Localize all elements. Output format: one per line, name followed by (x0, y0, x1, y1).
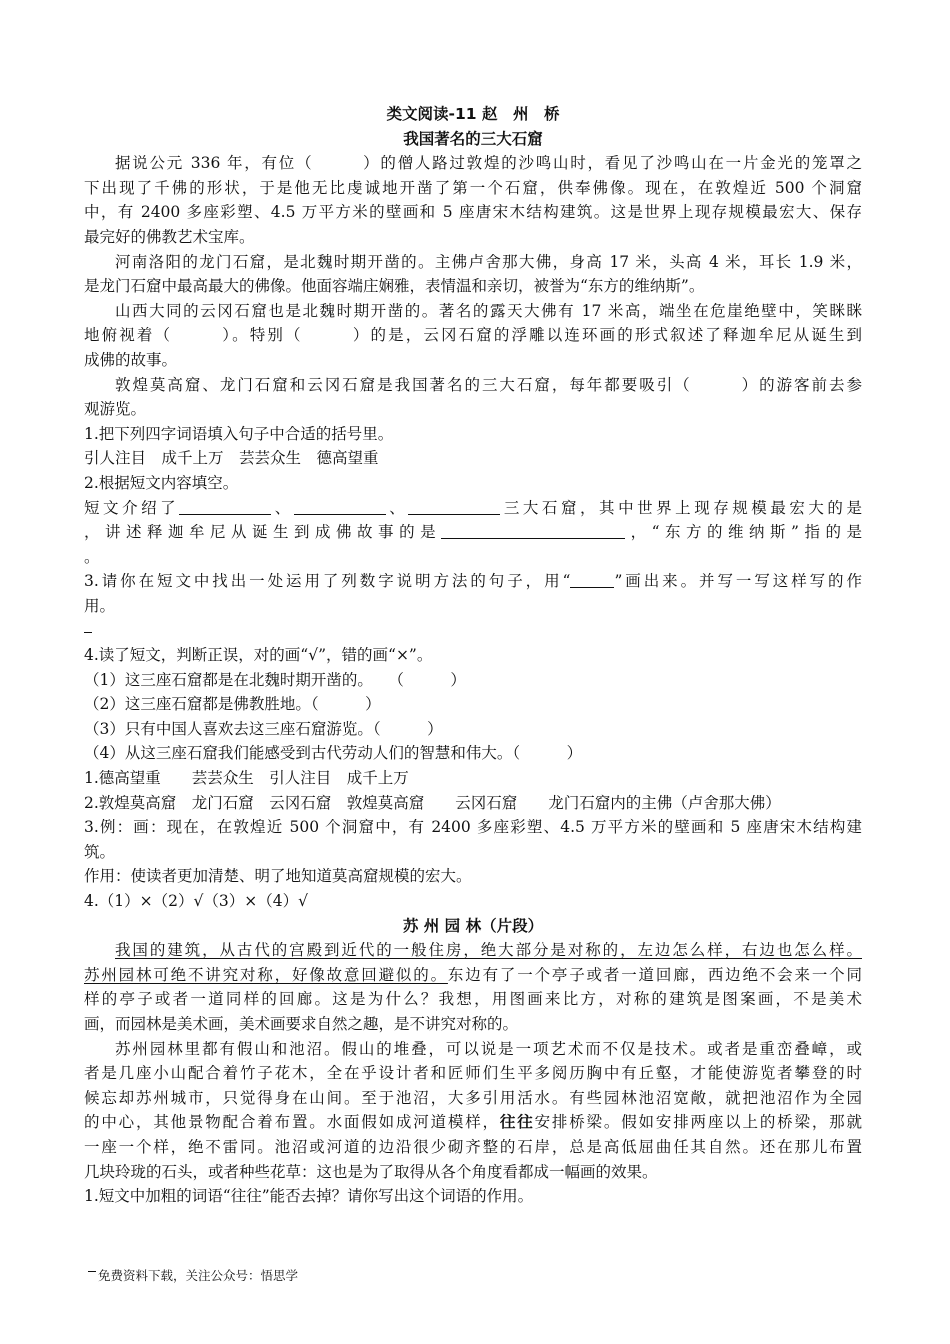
question-3: 3.请你在短文中找出一处运用了列数字说明方法的句子，用“ ”画出来。并写一写这样写的作 (84, 572, 862, 591)
question-4: 4.读了短文，判断正误，对的画“√”，错的画“×”。 (84, 646, 433, 665)
paragraph-line: 下出现了千佛的形状，于是他无比虔诚地开凿了第一个石窟，供奉佛像。现在，在敦煌近 500 个洞窟 (84, 178, 862, 197)
question-2-fill-line: 。 (84, 547, 100, 566)
answer-1: 1.德高望重 芸芸众生 引人注目 成千上万 (84, 769, 409, 788)
answer-blank[interactable] (294, 498, 386, 515)
passage-title-suzhou: 苏 州 园 林（片段） (402, 916, 544, 935)
question-3-line: 用。 (84, 596, 116, 615)
paragraph-line-underlined: 我国的建筑，从古代的宫殿到近代的一般住房，绝大部分是对称的，左边怎么样，右边也怎么样。 (115, 941, 862, 960)
paragraph-line: 候忘却苏州城市，只觉得身在山间。至于池沼，大多引用活水。有些园林池沼宽敞，就把池沼作为全园 (84, 1088, 862, 1107)
answer-3-line: 筑。 (84, 842, 116, 861)
paragraph-line: 者是几座小山配合着竹子花木，全在乎设计者和匠师们生平多阅历胸中有丘壑，才能使游览者攀登的时 (84, 1064, 862, 1083)
question-4-item: （1）这三座石窟都是在北魏时期开凿的。 （ ） (84, 670, 466, 689)
paragraph-line: 画，而园林是美术画，美术画要求自然之趣，是不讲究对称的。 (84, 1014, 519, 1033)
answer-3: 3.例：画：现在，在敦煌近 500 个洞窟中，有 2400 多座彩塑、4.5 万平方米的壁画和 5 座唐宋木结构建 (84, 818, 862, 837)
footer-text: 免费资料下载，关注公众号：悟思学 (98, 1268, 299, 1283)
answer-2: 2.敦煌莫高窟 龙门石窟 云冈石窟 敦煌莫高窟 云冈石窟 龙门石窟内的主佛（卢舍那大佛） (84, 793, 781, 812)
answer-4: 4.（1）×（2）√（3）×（4）√ (84, 892, 308, 910)
answer-blank[interactable] (408, 498, 500, 515)
answer-3-line: 作用：使读者更加清楚、明了地知道莫高窟规模的宏大。 (84, 867, 472, 886)
paragraph-line: 几块玲珑的石头，或者种些花草：这也是为了取得从各个角度看都成一幅画的效果。 (84, 1162, 658, 1181)
blank-dash (84, 632, 92, 633)
footer-dash (88, 1271, 96, 1272)
question-4-item: （2）这三座石窟都是佛教胜地。（ ） (84, 695, 381, 714)
answer-line-blank[interactable] (84, 618, 862, 643)
paragraph-line: 中，有 2400 多座彩塑、4.5 万平方米的壁画和 5 座唐宋木结构建筑。这是世界上现存规模最宏大、保存 (84, 203, 862, 222)
passage-title-grottoes: 我国著名的三大石窟 (403, 129, 543, 148)
paragraph-line: 苏州园林可绝不讲究对称，好像故意回避似的。东边有了一个亭子或者一道回廊，西边绝不会来一个同 (84, 965, 862, 984)
paragraph-line: 最完好的佛教艺术宝库。 (84, 227, 255, 246)
paragraph-line: 一座一个样，绝不雷同。池沼或河道的边沿很少砌齐整的石岸，总是高低屈曲任其自然。还在那儿布置 (84, 1137, 862, 1156)
footer-note (88, 1266, 298, 1284)
question-1-suzhou: 1.短文中加粗的词语“往往”能否去掉？请你写出这个词语的作用。 (84, 1187, 534, 1206)
paragraph-line: 是龙门石窟中最高最大的佛像。他面容端庄娴雅，表情温和亲切，被誉为“东方的维纳斯”。 (84, 277, 705, 296)
paragraph-line: 苏州园林里都有假山和池沼。假山的堆叠，可以说是一项艺术而不仅是技术。或者是重峦叠嶂，或 (115, 1039, 862, 1058)
answer-blank[interactable] (441, 522, 625, 539)
word-bank: 引人注目 成千上万 芸芸众生 德高望重 (84, 449, 379, 468)
underline-sample (570, 571, 614, 588)
paragraph-line: 观游览。 (84, 400, 147, 419)
document-page (84, 102, 862, 1209)
answer-blank[interactable] (179, 498, 271, 515)
paragraph-line: 据说公元 336 年，有位（ ）的僧人路过敦煌的沙鸣山时，看见了沙鸣山在一片金光的笼罩之 (115, 154, 862, 173)
paragraph-line: 成佛的故事。 (84, 350, 178, 369)
question-1: 1.把下列四字词语填入句子中合适的括号里。 (84, 424, 394, 443)
question-2-fill-line: 短文介绍了 、 、 三大石窟，其中世界上现存规模最宏大的是 (84, 498, 862, 517)
paragraph-line: 的中心，其他景物配合着布置。水面假如成河道模样，往往安排桥梁。假如安排两座以上的桥梁，那就 (84, 1112, 862, 1132)
bold-word: 往往 (499, 1112, 535, 1132)
question-2-fill-line: ，讲述释迦牟尼从诞生到成佛故事的是 ，“东方的维纳斯”指的是 (84, 523, 862, 542)
paragraph-line: 地俯视着（ ）。特别（ ）的是，云冈石窟的浮雕以连环画的形式叙述了释迦牟尼从诞生到 (84, 326, 862, 345)
paragraph-line: 敦煌莫高窟、龙门石窟和云冈石窟是我国著名的三大石窟，每年都要吸引（ ）的游客前去参 (115, 375, 862, 394)
question-4-item: （3）只有中国人喜欢去这三座石窟游览。（ ） (84, 719, 443, 738)
paragraph-line: 样的亭子或者一道同样的回廊。这是为什么？我想，用图画来比方，对称的建筑是图案画，不是美术 (84, 990, 862, 1009)
question-4-item: （4）从这三座石窟我们能感受到古代劳动人们的智慧和伟大。（ ） (84, 744, 583, 763)
paragraph-line: 河南洛阳的龙门石窟，是北魏时期开凿的。主佛卢舍那大佛，身高 17 米，头高 4 米，耳长 1.9 米， (115, 252, 862, 271)
document-title: 类文阅读-11 赵 州 桥 (386, 105, 560, 123)
question-2: 2.根据短文内容填空。 (84, 473, 239, 492)
underlined-sentence: 苏州园林可绝不讲究对称，好像故意回避似的。 (84, 965, 448, 984)
paragraph-line: 山西大同的云冈石窟也是北魏时期开凿的。著名的露天大佛有 17 米高，端坐在危崖绝壁中，笑眯眯 (115, 301, 862, 320)
